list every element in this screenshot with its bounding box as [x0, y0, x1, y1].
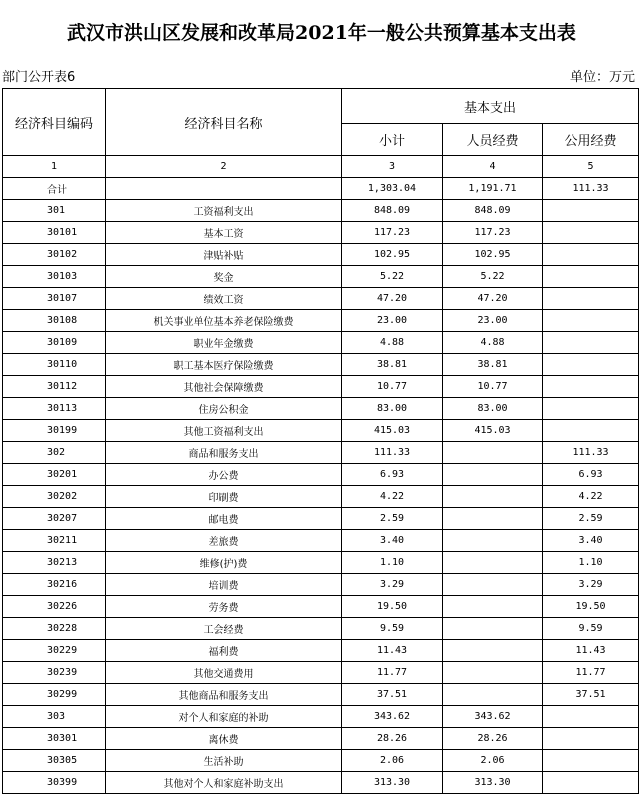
- table-row: [3, 662, 639, 684]
- header-code: 经济科目编码: [3, 89, 106, 156]
- row-name: 培训费: [106, 574, 342, 596]
- row-personnel: [443, 442, 543, 464]
- index-cell: 5: [543, 156, 639, 178]
- row-personnel: [443, 618, 543, 640]
- row-public: [543, 200, 639, 222]
- table-row: [3, 750, 639, 772]
- page-title: 武汉市洪山区发展和改革局2021年一般公共预算基本支出表: [67, 22, 576, 44]
- row-name: 印刷费: [106, 486, 342, 508]
- row-public: 2.59: [543, 508, 639, 530]
- row-public: [543, 310, 639, 332]
- row-personnel: 83.00: [443, 398, 543, 420]
- table-row: [3, 530, 639, 552]
- row-public: [543, 750, 639, 772]
- row-public: 11.77: [543, 662, 639, 684]
- row-subtotal: 47.20: [342, 288, 443, 310]
- row-code: 301: [3, 200, 106, 222]
- row-name: 劳务费: [106, 596, 342, 618]
- row-subtotal: 4.22: [342, 486, 443, 508]
- table-row: [3, 552, 639, 574]
- row-personnel: 47.20: [443, 288, 543, 310]
- row-name: 对个人和家庭的补助: [106, 706, 342, 728]
- row-code: 30229: [3, 640, 106, 662]
- row-name: 差旅费: [106, 530, 342, 552]
- row-subtotal: 38.81: [342, 354, 443, 376]
- table-row: [3, 508, 639, 530]
- row-code: 302: [3, 442, 106, 464]
- row-subtotal: 10.77: [342, 376, 443, 398]
- row-subtotal: 6.93: [342, 464, 443, 486]
- row-code: 30110: [3, 354, 106, 376]
- row-public: [543, 376, 639, 398]
- row-personnel: 38.81: [443, 354, 543, 376]
- row-public: 1.10: [543, 552, 639, 574]
- row-code: 30305: [3, 750, 106, 772]
- row-code: 30109: [3, 332, 106, 354]
- index-cell: 4: [443, 156, 543, 178]
- row-name: 其他对个人和家庭补助支出: [106, 772, 342, 794]
- row-personnel: 5.22: [443, 266, 543, 288]
- row-personnel: [443, 684, 543, 706]
- header-name: 经济科目名称: [106, 89, 342, 156]
- table-row: [3, 684, 639, 706]
- row-subtotal: 2.59: [342, 508, 443, 530]
- row-name: 办公费: [106, 464, 342, 486]
- table-row: [3, 596, 639, 618]
- row-public: 4.22: [543, 486, 639, 508]
- row-subtotal: 1,303.04: [342, 178, 443, 200]
- row-name: 基本工资: [106, 222, 342, 244]
- table-row: [3, 266, 639, 288]
- table-row: [3, 728, 639, 750]
- row-public: 37.51: [543, 684, 639, 706]
- row-subtotal: 2.06: [342, 750, 443, 772]
- row-subtotal: 102.95: [342, 244, 443, 266]
- row-personnel: 848.09: [443, 200, 543, 222]
- table-row: [3, 332, 639, 354]
- row-name: 工会经费: [106, 618, 342, 640]
- row-personnel: [443, 508, 543, 530]
- row-subtotal: 28.26: [342, 728, 443, 750]
- table-row: [3, 376, 639, 398]
- index-cell: 1: [3, 156, 106, 178]
- row-code: 30399: [3, 772, 106, 794]
- table-row: [3, 706, 639, 728]
- row-code: 30102: [3, 244, 106, 266]
- row-subtotal: 117.23: [342, 222, 443, 244]
- row-public: 111.33: [543, 442, 639, 464]
- table-row: [3, 618, 639, 640]
- row-name: 职工基本医疗保险缴费: [106, 354, 342, 376]
- table-row: [3, 222, 639, 244]
- row-code: 合计: [3, 178, 106, 200]
- row-code: 30299: [3, 684, 106, 706]
- index-cell: 3: [342, 156, 443, 178]
- table-row: [3, 486, 639, 508]
- row-code: 30199: [3, 420, 106, 442]
- row-code: 30201: [3, 464, 106, 486]
- row-public: 3.29: [543, 574, 639, 596]
- header-personnel: 人员经费: [443, 124, 543, 156]
- row-subtotal: 11.43: [342, 640, 443, 662]
- row-subtotal: 313.30: [342, 772, 443, 794]
- row-subtotal: 83.00: [342, 398, 443, 420]
- row-name: 工资福利支出: [106, 200, 342, 222]
- row-personnel: [443, 640, 543, 662]
- row-personnel: 10.77: [443, 376, 543, 398]
- row-name: 奖金: [106, 266, 342, 288]
- table-number: 部门公开表6: [2, 70, 76, 85]
- row-personnel: 1,191.71: [443, 178, 543, 200]
- row-personnel: 415.03: [443, 420, 543, 442]
- row-personnel: [443, 552, 543, 574]
- row-personnel: [443, 574, 543, 596]
- row-personnel: 2.06: [443, 750, 543, 772]
- row-name: 其他商品和服务支出: [106, 684, 342, 706]
- table-row: [3, 464, 639, 486]
- unit-label: 单位：万元: [569, 70, 635, 85]
- row-name: 其他交通费用: [106, 662, 342, 684]
- table-row: [3, 420, 639, 442]
- row-personnel: 4.88: [443, 332, 543, 354]
- table-row: [3, 354, 639, 376]
- index-cell: 2: [106, 156, 342, 178]
- table-row: [3, 398, 639, 420]
- row-public: [543, 288, 639, 310]
- row-subtotal: 5.22: [342, 266, 443, 288]
- row-public: [543, 332, 639, 354]
- row-name: 津贴补贴: [106, 244, 342, 266]
- row-subtotal: 4.88: [342, 332, 443, 354]
- row-public: [543, 772, 639, 794]
- budget-table: [2, 88, 639, 794]
- row-name: 绩效工资: [106, 288, 342, 310]
- row-subtotal: 3.29: [342, 574, 443, 596]
- row-name: 福利费: [106, 640, 342, 662]
- row-code: 30216: [3, 574, 106, 596]
- row-subtotal: 9.59: [342, 618, 443, 640]
- row-public: 3.40: [543, 530, 639, 552]
- row-public: 111.33: [543, 178, 639, 200]
- row-name: 离休费: [106, 728, 342, 750]
- row-personnel: 313.30: [443, 772, 543, 794]
- row-code: 30112: [3, 376, 106, 398]
- row-personnel: 23.00: [443, 310, 543, 332]
- table-row: [3, 640, 639, 662]
- row-personnel: [443, 596, 543, 618]
- row-code: 30202: [3, 486, 106, 508]
- row-subtotal: 37.51: [342, 684, 443, 706]
- table-row: [3, 442, 639, 464]
- table-row: [3, 288, 639, 310]
- row-subtotal: 343.62: [342, 706, 443, 728]
- row-public: [543, 222, 639, 244]
- row-name: 职业年金缴费: [106, 332, 342, 354]
- row-code: 30301: [3, 728, 106, 750]
- row-subtotal: 1.10: [342, 552, 443, 574]
- index-row: [3, 156, 639, 178]
- row-personnel: 28.26: [443, 728, 543, 750]
- row-subtotal: 3.40: [342, 530, 443, 552]
- row-code: 30226: [3, 596, 106, 618]
- row-subtotal: 415.03: [342, 420, 443, 442]
- row-code: 30103: [3, 266, 106, 288]
- table-row: [3, 200, 639, 222]
- row-code: 303: [3, 706, 106, 728]
- row-code: 30228: [3, 618, 106, 640]
- row-code: 30213: [3, 552, 106, 574]
- table-row: [3, 178, 639, 200]
- header-public: 公用经费: [543, 124, 639, 156]
- row-public: [543, 398, 639, 420]
- row-public: [543, 354, 639, 376]
- row-personnel: 117.23: [443, 222, 543, 244]
- row-code: 30211: [3, 530, 106, 552]
- row-public: 11.43: [543, 640, 639, 662]
- table-row: [3, 244, 639, 266]
- row-subtotal: 23.00: [342, 310, 443, 332]
- table-row: [3, 772, 639, 794]
- header-subtotal: 小计: [342, 124, 443, 156]
- row-code: 30207: [3, 508, 106, 530]
- row-code: 30107: [3, 288, 106, 310]
- row-name: 生活补助: [106, 750, 342, 772]
- row-name: 住房公积金: [106, 398, 342, 420]
- row-personnel: [443, 530, 543, 552]
- row-public: [543, 420, 639, 442]
- header-basic-expenditure: 基本支出: [342, 89, 639, 124]
- row-name: [106, 178, 342, 200]
- row-public: 6.93: [543, 464, 639, 486]
- row-public: 9.59: [543, 618, 639, 640]
- row-subtotal: 11.77: [342, 662, 443, 684]
- row-code: 30101: [3, 222, 106, 244]
- table-row: [3, 310, 639, 332]
- row-personnel: [443, 464, 543, 486]
- row-personnel: [443, 486, 543, 508]
- row-name: 其他工资福利支出: [106, 420, 342, 442]
- row-personnel: 102.95: [443, 244, 543, 266]
- row-public: [543, 706, 639, 728]
- row-public: [543, 244, 639, 266]
- table-row: [3, 574, 639, 596]
- row-public: [543, 728, 639, 750]
- row-subtotal: 19.50: [342, 596, 443, 618]
- row-name: 维修(护)费: [106, 552, 342, 574]
- row-name: 机关事业单位基本养老保险缴费: [106, 310, 342, 332]
- row-name: 其他社会保障缴费: [106, 376, 342, 398]
- row-code: 30113: [3, 398, 106, 420]
- row-subtotal: 848.09: [342, 200, 443, 222]
- row-code: 30239: [3, 662, 106, 684]
- row-subtotal: 111.33: [342, 442, 443, 464]
- row-personnel: [443, 662, 543, 684]
- row-name: 商品和服务支出: [106, 442, 342, 464]
- row-code: 30108: [3, 310, 106, 332]
- row-name: 邮电费: [106, 508, 342, 530]
- row-public: [543, 266, 639, 288]
- row-public: 19.50: [543, 596, 639, 618]
- row-personnel: 343.62: [443, 706, 543, 728]
